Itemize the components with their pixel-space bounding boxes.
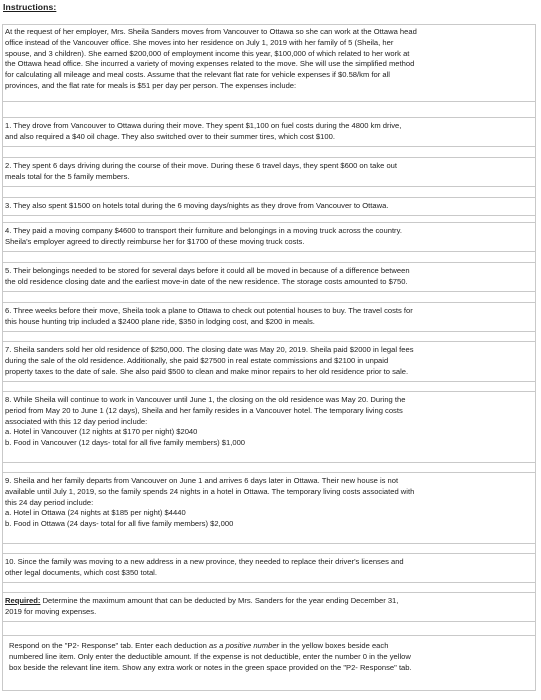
spacer xyxy=(2,215,536,222)
respond-section xyxy=(2,635,536,691)
spacer xyxy=(2,101,536,117)
expense-item-5 xyxy=(2,262,536,292)
intro-text xyxy=(3,25,535,92)
item-line: 4. They paid a moving company $4600 to transport their furniture and belongings in a moving truck across the country. xyxy=(5,226,402,235)
item-line: available until July 1, 2019, so the family spends 24 nights in a hotel in Ottawa. The temporary living costs associated with xyxy=(5,486,415,496)
expense-item-3 xyxy=(2,197,536,216)
item-line: 9. Sheila and her family departs from Vancouver on June 1 and arrives 6 days later in Ottawa. Their new house is not xyxy=(5,476,399,485)
item-text xyxy=(3,198,535,212)
intro-line: spouse, and 3 children). She earned $200,000 of employment income this year, $100,000 of which related to her work at xyxy=(5,48,410,58)
item-text xyxy=(3,392,535,449)
expense-item-9 xyxy=(2,472,536,544)
item-line: 7. Sheila sanders sold her old residence of $250,000. The closing date was May 20, 2019. Sheila paid $2000 in legal fees xyxy=(5,345,414,354)
expense-item-10 xyxy=(2,553,536,583)
respond-text-1b: in the yellow boxes beside each xyxy=(279,641,389,650)
intro-line: office instead of the Vancouver office. She moves into her residence on July 1, 2019 with her family of 5 (Sheila, her xyxy=(5,37,394,47)
item-text xyxy=(3,342,535,377)
spacer xyxy=(2,621,536,635)
item-line: associated with this 12 day period include: xyxy=(5,416,148,426)
required-text-2: 2019 for moving expenses. xyxy=(5,606,97,616)
spacer xyxy=(2,186,536,197)
item-line: 1. They drove from Vancouver to Ottawa during their move. They spent $1,100 on fuel costs during the 4800 km drive, xyxy=(5,121,402,130)
spacer xyxy=(2,291,536,302)
item-text xyxy=(3,223,535,248)
item-line: a. Hotel in Ottawa (24 nights at $185 per night) $4440 xyxy=(5,508,186,518)
expense-item-2 xyxy=(2,157,536,187)
item-line: 3. They also spent $1500 on hotels total during the 6 moving days/nights as they drove from Vancouver to Ottawa. xyxy=(5,201,389,210)
expense-item-1 xyxy=(2,117,536,147)
intro-line: the Ottawa head office. She incurred a variety of moving expenses related to the move. She will use the simplified method xyxy=(5,59,415,69)
spacer xyxy=(2,251,536,262)
item-line: this 24 day period include: xyxy=(5,497,94,507)
intro-line: for calculating all mileage and meal costs. Assume that the relevant flat rate for vehicle expenses if $0.58/km for all xyxy=(5,70,390,80)
item-line: 8. While Sheila will continue to work in Vancouver until June 1, the closing on the old residence was May 20. During the xyxy=(5,395,406,404)
spacer xyxy=(2,331,536,341)
item-text xyxy=(3,473,535,530)
item-line: the old residence closing date and the earliest move-in date of the new residence. The storage costs amounted to $750. xyxy=(5,276,408,286)
respond-emphasis: as a positive number xyxy=(209,641,280,650)
instructions-title: Instructions: xyxy=(3,2,57,12)
item-line: 5. Their belongings needed to be stored for several days before it could all be moved in because of a difference between xyxy=(5,266,410,275)
required-text-1: Determine the maximum amount that can be deducted by Mrs. Sanders for the year ending December 31, xyxy=(40,596,399,605)
item-line: during the sale of the old residence. Additionally, she paid $27500 in real estate commissions and $2100 in unpaid xyxy=(5,355,389,365)
item-text xyxy=(3,263,535,288)
expense-item-6 xyxy=(2,302,536,332)
respond-text-1a: Respond on the "P2- Response" tab. Enter each deduction xyxy=(9,641,210,650)
spacer xyxy=(2,582,536,592)
required-section xyxy=(2,592,536,622)
required-label: Required: xyxy=(5,596,41,605)
spacer xyxy=(2,543,536,553)
item-line: 10. Since the family was moving to a new address in a new province, they needed to replace their driver's licenses and xyxy=(5,557,404,566)
item-line: 6. Three weeks before their move, Sheila took a plane to Ottawa to check out potential houses to buy. The travel costs for xyxy=(5,306,413,315)
intro-paragraph xyxy=(2,24,536,102)
spacer xyxy=(2,462,536,472)
respond-text-2: numbered line item. Only enter the deductible amount. If the expense is not deductible, enter the number 0 in the yellow xyxy=(9,651,411,661)
expense-item-7 xyxy=(2,341,536,382)
item-line: property taxes to the date of sale. She also paid $500 to clean and make minor repairs to her old residence prior to sale. xyxy=(5,366,409,376)
item-line: a. Hotel in Vancouver (12 nights at $170 per night) $2040 xyxy=(5,427,198,437)
intro-line: At the request of her employer, Mrs. Sheila Sanders moves from Vancouver to Ottawa so she can work at the Ottawa head xyxy=(5,27,417,36)
item-line: meals total for the 5 family members. xyxy=(5,171,130,181)
expense-item-8 xyxy=(2,391,536,463)
item-line: and also required a $40 oil chage. They also switched over to their summer tires, which cost $100. xyxy=(5,131,335,141)
item-text xyxy=(3,158,535,183)
item-line: 2. They spent 6 days driving during the course of their move. During these 6 travel days, they spent $600 on take out xyxy=(5,161,398,170)
intro-line: provinces, and the flat rate for meals is $51 per day per person. The expenses include: xyxy=(5,80,297,90)
item-line: other legal documents, which cost $350 total. xyxy=(5,567,157,577)
item-line: Sheila's employer agreed to directly reimburse her for $1700 of these moving truck costs. xyxy=(5,236,305,246)
item-line: b. Food in Vancouver (12 days- total for all five family members) $1,000 xyxy=(5,438,246,448)
item-line: period from May 20 to June 1 (12 days), Sheila and her family resides in a Vancouver hotel. The temporary living costs xyxy=(5,405,403,415)
item-line: b. Food in Ottawa (24 days- total for all five family members) $2,000 xyxy=(5,519,234,529)
spacer xyxy=(2,381,536,391)
spacer xyxy=(2,146,536,157)
item-text xyxy=(3,303,535,328)
item-text xyxy=(3,118,535,143)
item-text xyxy=(3,554,535,579)
respond-text-3: box beside the relevant line item. Show any extra work or notes in the green space provided on the "P2- Response" tab. xyxy=(9,662,412,672)
expense-item-4 xyxy=(2,222,536,252)
item-line: this house hunting trip included a $2400 plane ride, $350 in lodging cost, and $200 in meals. xyxy=(5,316,315,326)
